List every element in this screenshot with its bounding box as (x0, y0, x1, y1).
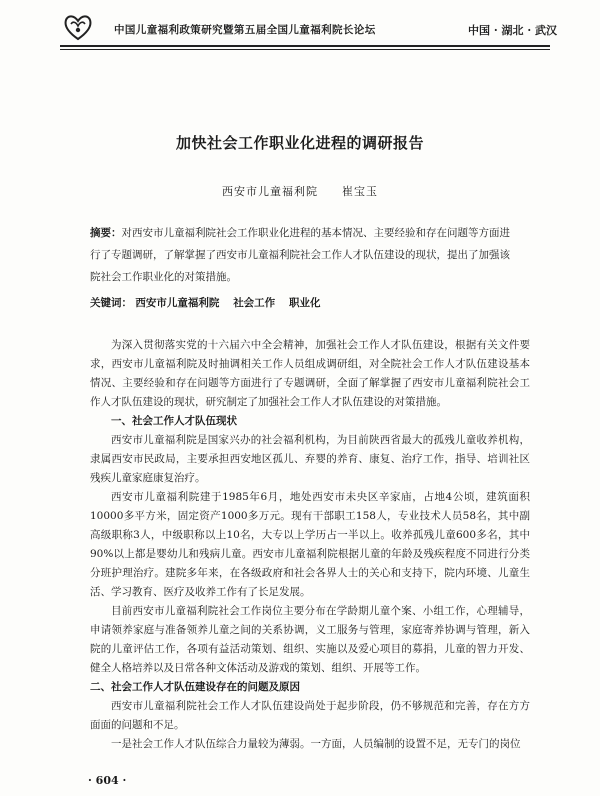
keyword: 职业化 (289, 297, 321, 309)
keywords-label: 关键词： (90, 297, 132, 309)
author-line: 西安市儿童福利院 崔宝玉 (222, 185, 378, 198)
section-heading-text: 一、社会工作人才队伍现状 (111, 415, 237, 427)
keyword: 西安市儿童福利院 (135, 297, 220, 309)
page-header (0, 0, 600, 48)
header-divider-thin (60, 49, 550, 50)
section-heading (90, 678, 530, 697)
paragraph: 西安市儿童福利院是国家兴办的社会福利机构，为目前陕西省最大的孤残儿童收养机构，隶属西安市民政局，主要承担西安地区孤儿、弃婴的养育、康复、治疗工作，指导、培训社区残疾儿童家庭康复治疗。 (90, 434, 530, 484)
abstract-label: 摘要： (90, 227, 122, 239)
conference-title: 中国儿童福利政策研究暨第五届全国儿童福利院长论坛 (114, 24, 376, 36)
paragraph: 为深入贯彻落实党的十六届六中全会精神，加强社会工作人才队伍建设，根据有关文件要求，西安市儿童福利院及时抽调相关工作人员组成调研组，对全院社会工作人才队伍建设基本情况、主要经验和存在问题等方面进行了专题调研，全面了解掌握了西安市儿童福利院社会工作人才队伍建设的现状，研究制定了加强社会工作人才队伍建设的对策措施。 (90, 339, 530, 408)
paragraph: 西安市儿童福利院建于1985年6月，地处西安市未央区辛家庙，占地4公顷，建筑面积10000多平方米，固定资产1000多万元。现有干部职工158人，专业技术人员58名，其中副高级职称3人，中级职称以上10名，大专以上学历占一半以上。收养孤残儿童600多名，其中90%以上都是婴幼儿和残病儿童。西安市儿童福利院根据儿童的年龄及残疾程度不同进行分类分班护理治疗。建院多年来，在各级政府和社会各界人士的关心和支持下，院内环境、儿童生活、学习教育、医疗及收养工作有了长足发展。 (90, 491, 530, 598)
page-number: · 604 · (88, 774, 127, 787)
paper-title: 加快社会工作职业化进程的调研报告 (175, 134, 424, 152)
keyword: 社会工作 (233, 297, 276, 309)
paragraph: 目前西安市儿童福利院社会工作岗位主要分布在学龄期儿童个案、小组工作，心理辅导，申请领养家庭与准备领养儿童之间的关系协调，义工服务与管理，家庭寄养协调与管理，新入院的儿童评估工作，各项有益活动策划、组织、实施以及爱心项目的募捐，儿童的智力开发、健全人格培养以及日常各种文体活动及游戏的策划、组织、开展等工作。 (90, 605, 530, 674)
hands-heart-logo-icon (62, 12, 94, 42)
paragraph: 一是社会工作人才队伍综合力量较为薄弱。一方面，人员编制的设置不足，无专门的岗位 (111, 738, 521, 750)
section-heading (90, 412, 530, 431)
abstract (90, 222, 520, 288)
paragraph: 西安市儿童福利院社会工作人才队伍建设尚处于起步阶段，仍不够规范和完善，存在方方面面的问题和不足。 (90, 700, 530, 731)
header-divider (60, 45, 550, 47)
keywords (90, 293, 520, 313)
body-text (90, 336, 530, 754)
conference-location: 中国 · 湖北 · 武汉 (468, 24, 557, 37)
section-heading-text: 二、社会工作人才队伍建设存在的问题及原因 (90, 681, 300, 693)
abstract-text: 对西安市儿童福利院社会工作职业化进程的基本情况、主要经验和存在问题等方面进行了专题调研，了解掌握了西安市儿童福利院社会工作人才队伍建设的现状，提出了加强该院社会工作职业化的对策措施。 (90, 227, 510, 283)
